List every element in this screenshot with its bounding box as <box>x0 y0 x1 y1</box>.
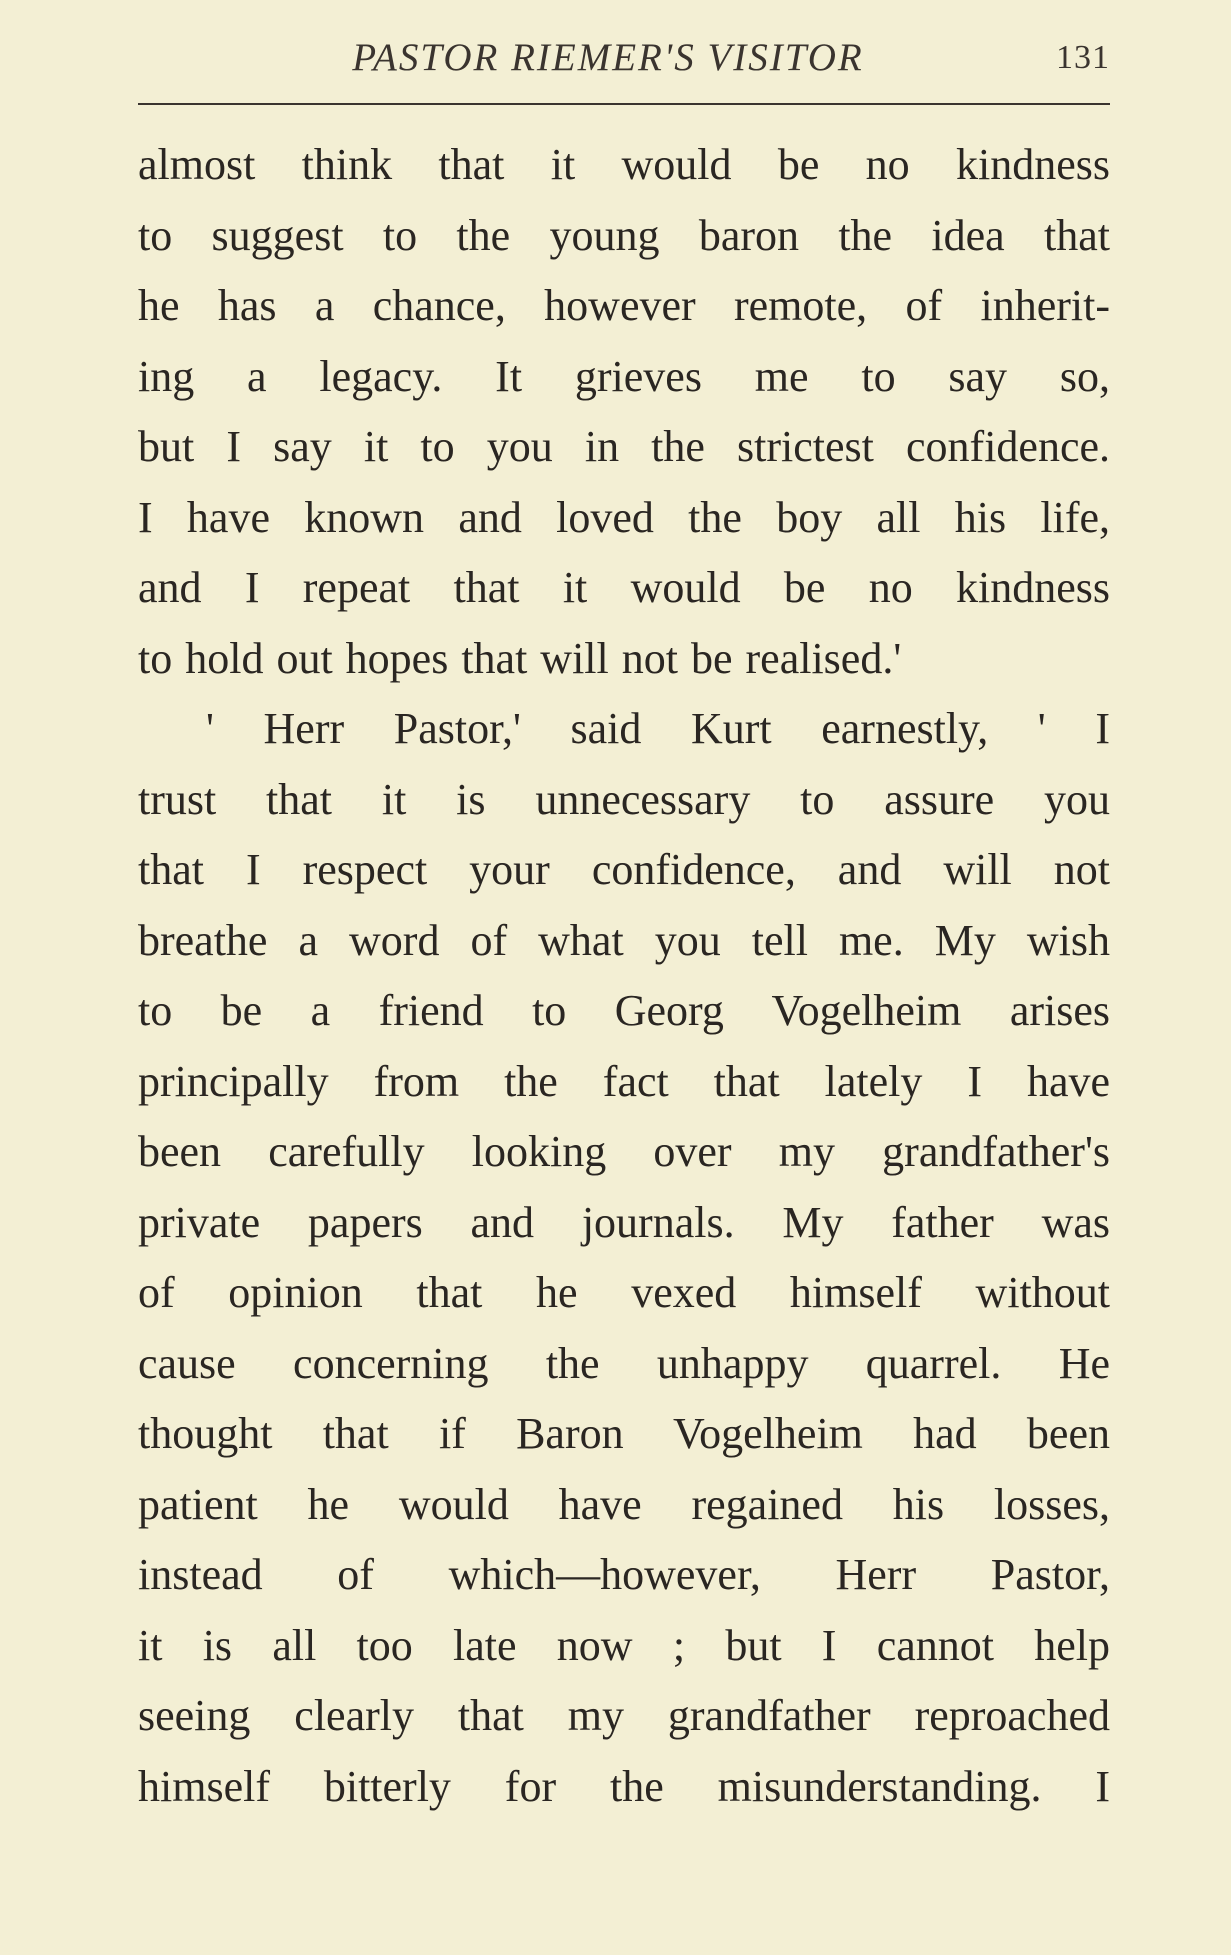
header-rule <box>138 103 1110 105</box>
running-title: PASTOR RIEMER'S VISITOR <box>352 36 864 79</box>
text-line: patient he would have regained his losses, <box>138 1479 1110 1529</box>
text-line: instead of which—however, Herr Pastor, <box>138 1550 1110 1599</box>
text-line: himself bitterly for the misunderstanding. I <box>138 1761 1110 1811</box>
text-line: but I say it to you in the strictest confidence. <box>138 422 1110 471</box>
text-line: trust that it is unnecessary to assure you <box>138 774 1110 824</box>
text-line: breathe a word of what you tell me. My wish <box>138 915 1110 965</box>
text-line: principally from the fact that lately I have <box>138 1056 1110 1106</box>
text-line: of opinion that he vexed himself without <box>138 1268 1110 1317</box>
text-line: I have known and loved the boy all his life, <box>138 492 1110 542</box>
text-line: ' Herr Pastor,' said Kurt earnestly, ' I <box>206 704 1110 753</box>
text-line: to suggest to the young baron the idea that <box>138 210 1110 260</box>
text-line: thought that if Baron Vogelheim had been <box>138 1409 1110 1458</box>
page-number: 131 <box>1056 39 1110 76</box>
text-line: private papers and journals. My father was <box>138 1197 1110 1247</box>
text-line: seeing clearly that my grandfather reproached <box>138 1691 1110 1740</box>
running-header <box>138 28 1110 88</box>
text-line: ing a legacy. It grieves me to say so, <box>138 351 1110 401</box>
text-line: that I respect your confidence, and will not <box>138 845 1110 894</box>
body-text <box>138 130 1110 1822</box>
text-line: he has a chance, however remote, of inherit- <box>138 281 1110 330</box>
text-line: to hold out hopes that will not be realised.' <box>138 633 902 683</box>
text-line: almost think that it would be no kindness <box>138 140 1110 189</box>
text-line: it is all too late now ; but I cannot help <box>138 1620 1110 1670</box>
text-line: been carefully looking over my grandfather's <box>138 1127 1110 1176</box>
text-line: and I repeat that it would be no kindness <box>138 563 1110 612</box>
text-line: to be a friend to Georg Vogelheim arises <box>138 986 1110 1035</box>
text-line: cause concerning the unhappy quarrel. He <box>138 1338 1110 1388</box>
